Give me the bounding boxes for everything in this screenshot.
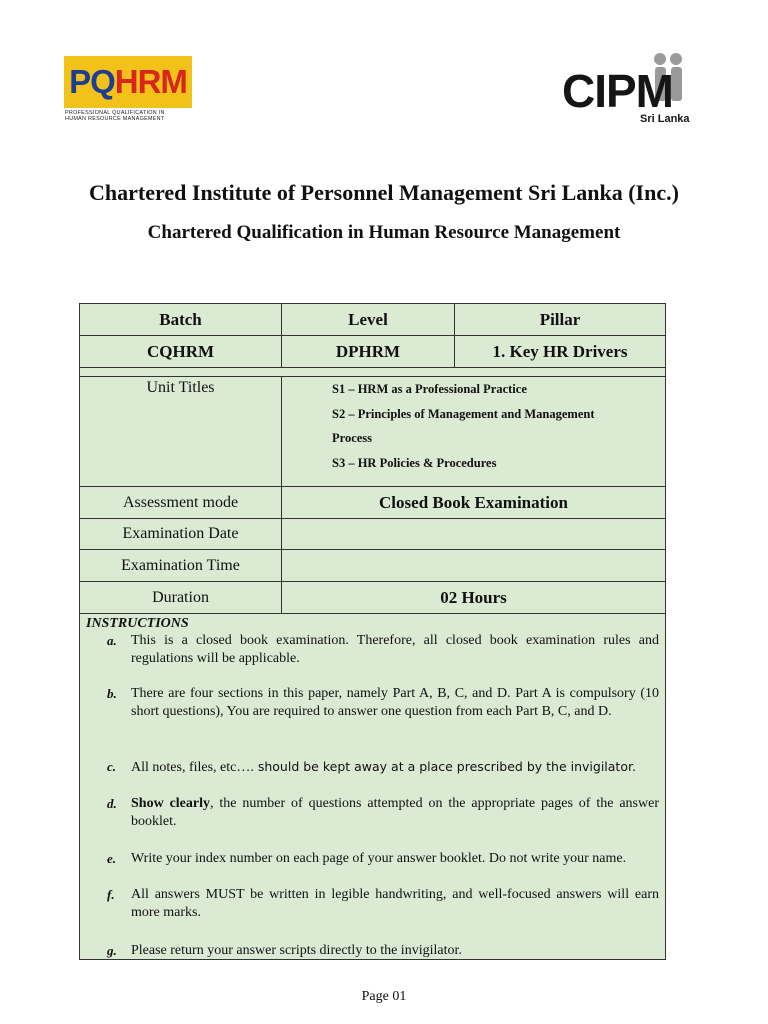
assessment-mode-label: Assessment mode (79, 486, 282, 519)
cipm-logo (560, 52, 692, 132)
cipm-logo-country: Sri Lanka (640, 113, 690, 125)
page-number: Page 01 (361, 989, 407, 1004)
instructions-heading: INSTRUCTIONS (86, 616, 189, 631)
unit-titles-cell (281, 376, 666, 487)
pqhrm-logo-text: PQHRM (69, 63, 187, 100)
unit-title-s2-cont: Process (332, 431, 373, 445)
value-batch: CQHRM (79, 335, 282, 368)
unit-titles-label-cell (79, 376, 282, 487)
value-level: DPHRM (281, 335, 455, 368)
duration-label: Duration (79, 581, 282, 614)
header-batch: Batch (79, 303, 282, 336)
unit-titles-list (332, 377, 594, 475)
cipm-logo-text: CIPM (562, 65, 673, 117)
unit-title-s2: S2 – Principles of Management and Management (332, 406, 595, 421)
pqhrm-logo-box (64, 56, 192, 108)
exam-date-value (281, 518, 666, 550)
unit-title-s1: S1 – HRM as a Professional Practice (332, 382, 527, 396)
pqhrm-logo (64, 56, 194, 124)
exam-date-label: Examination Date (79, 518, 282, 550)
exam-time-label: Examination Time (79, 549, 282, 582)
unit-titles-label: Unit Titles (146, 379, 215, 396)
exam-time-value (281, 549, 666, 582)
header-pillar: Pillar (454, 303, 666, 336)
unit-title-s3: S3 – HR Policies & Procedures (332, 455, 497, 470)
assessment-mode-value: Closed Book Examination (281, 486, 666, 519)
instructions-box: INSTRUCTIONS a. This is a closed book examination. Therefore, all closed book examination rules and regulations will be applicable. b. There are four sections in this paper, namely Part A, B, C, and D. Part A is compulsory (10 short questions), You are required to answer one question from each Part B, C, and D. c. All notes, files, etc…. should be kept away at a place prescribed by the invigilator. d. Show clearly, the number of questions attempted on the appropriate pages of the answer booklet. e. Write your index number on each page of your answer booklet. Do not write your name. f. All answers MUST be written in legible handwriting, and well-focused answers will earn more marks. g. Please return your answer scripts directly to the invigilator. (79, 613, 666, 960)
institute-title: Chartered Institute of Personnel Management Sri Lanka (Inc.) (89, 180, 679, 205)
duration-value: 02 Hours (281, 581, 666, 614)
header-level: Level (281, 303, 455, 336)
qualification-subtitle: Chartered Qualification in Human Resource Management (147, 222, 621, 243)
pqhrm-logo-caption: PROFESSIONAL QUALIFICATION IN HUMAN RESOURCE MANAGEMENT (65, 110, 165, 122)
value-pillar: 1. Key HR Drivers (454, 335, 666, 368)
